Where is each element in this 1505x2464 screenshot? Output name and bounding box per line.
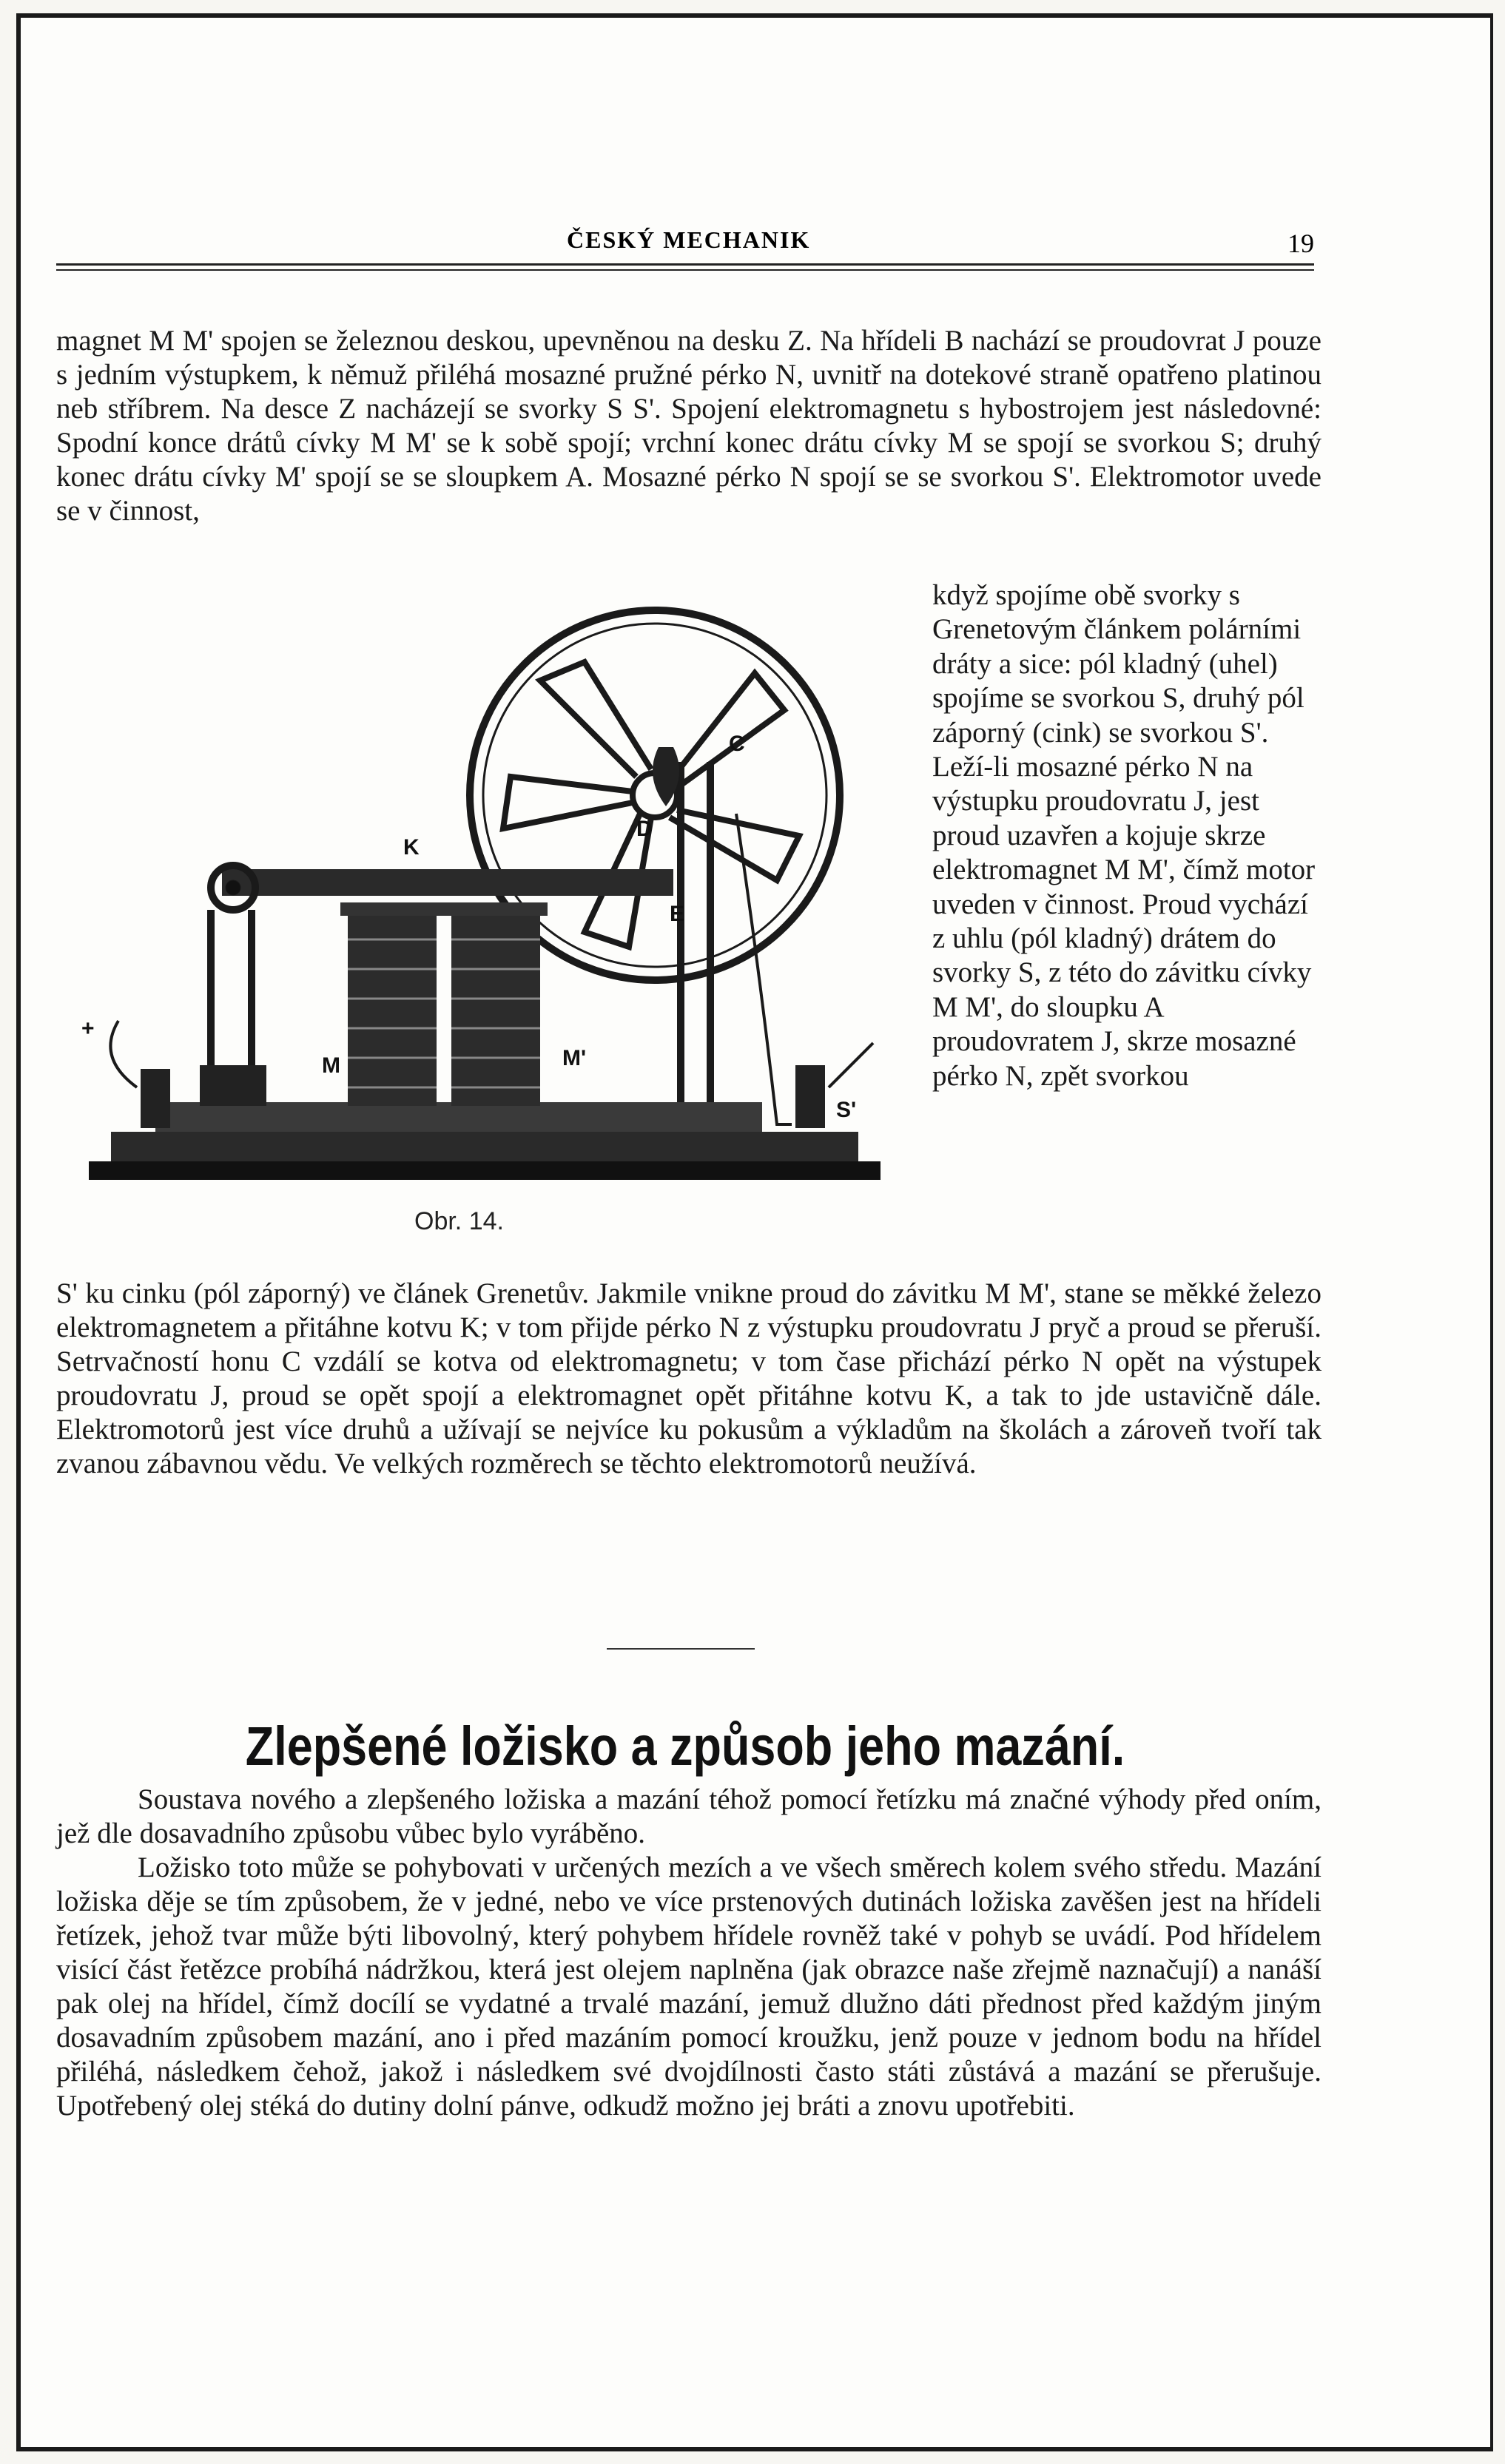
coil-m-prime (451, 914, 540, 1106)
label-plus: + (81, 1016, 95, 1041)
header-rule (56, 269, 1314, 271)
label-m-prime: M' (562, 1046, 587, 1070)
article1-paragraph-3: S' ku cinku (pól záporný) ve článek Grenetův. Jakmile vnikne proud do závitku M M', stane se měkké železo elektromagnetem a přitáhne kotvu K; v tom přijde pérko N z výstupku proudovratu J pryč a proud se přeruší. Setrvačností honu C vzdálí se kotva od elektromagnetu; v tom čase přichází pérko N opět na výstupek proudovratu J, proud se opět spojí a elektromagnet opět přitáhne kotvu K, a tak to jde ustavičně dále. Elektromotorů jest více druhů a užívají se nejvíce ku pokusům a výkladům na školách a zároveň tvoří tak zvanou zábavnou vědu. Ve velkých rozměrech se těchto elektromotorů neužívá. (56, 1277, 1321, 1479)
page-header (56, 226, 1314, 271)
article-title: Zlepšené ložisko a způsob jeho mazání. (245, 1715, 1125, 1777)
header-rule (56, 263, 1314, 266)
electromotor-illustration (67, 592, 888, 1228)
article1-paragraph-2: když spojíme obě svorky s Grenetovým článkem polárními dráty a sice: pól kladný (uhel) spojíme se svorkou S, druhý pól záporný (cink) se svorkou S'. Leží-li mosazné pérko N na výstupku proudovratu J, jest proud uzavřen a kojuje skrze elektromagnet M M', čímž motor uveden v činnost. Proud vychází z uhlu (pól kladný) drátem do svorky S, z této do závitku cívky M M', do sloupku A proudovratem J, skrze mosazné pérko N, zpět svorkou (932, 579, 1316, 1092)
label-k: K (403, 835, 420, 860)
article2-paragraph-2: Ložisko toto může se pohybovati v určených mezích a ve všech směrech kolem svého středu. Mazání ložiska děje se tím způsobem, že v jedné, nebo ve více prstenových dutinách ložiska zavěšen jest na hřídeli řetízek, jehož tvar může býti libovolný, který pohybem hřídele rovněž také v pohyb se uvádí. Pod hřídelem visící část řetězce probíhá nádržkou, která jest olejem naplněna (jak obrazce naše zřejmě naznačují) a nanáší pak olej na hřídel, čímž docílí se vydatné a trvalé mazání, jemuž dlužno dáti přednost před každým jiným dosavadním způsobem mazání, ano i před mazáním pomocí kroužku, jenž pouze v jednom bodu na hřídel přiléhá, následkem čehož, jakož i následkem své dvojdílnosti často státi zůstává a mazání se přerušuje. Upotřebený olej stéká do dutiny dolní pánve, odkudž možno jej bráti a znovu upotřebiti. (56, 1852, 1321, 2122)
terminal-s-prime (795, 1065, 825, 1128)
armature-k (222, 869, 673, 896)
page-number: 19 (1287, 229, 1314, 258)
article2-paragraph-1: Soustava nového a zlepšeného ložiska a mazání téhož pomocí řetízku má značné výhody před oním, jež dle dosavadního způsobu vůbec bylo vyráběno. (56, 1783, 1321, 1849)
figure-electromotor (67, 592, 888, 1228)
label-d: D (636, 817, 653, 841)
figure-caption: Obr. 14. (414, 1207, 504, 1235)
article1-paragraph-1: magnet M M' spojen se železnou deskou, upevněnou na desku Z. Na hřídeli B nachází se proudovrat J pouze s jedním výstupkem, k němuž přiléhá mosazné pružné pérko N, uvnitř na dotekové straně opatřeno platinou neb stříbrem. Na desce Z nacházejí se svorky S S'. Spojení elektromagnetu s hybostrojem jest následovné: Spodní konce drátů cívky M M' se k sobě spojí; vrchní konec drátu cívky M se spojí se svorkou S; druhý konec drátu cívky M' spojí se se sloupkem A. Mosazné pérko N spojí se se svorkou S'. Elektromotor uvede se v činnost, (56, 325, 1321, 527)
base-board (111, 1132, 858, 1161)
label-e: E (670, 902, 685, 926)
terminal-s (141, 1069, 170, 1128)
iron-plate (155, 1102, 762, 1132)
running-title: ČESKÝ MECHANIK (567, 226, 811, 253)
coil-m (348, 914, 437, 1106)
label-m: M (322, 1053, 340, 1078)
section-separator (607, 1648, 755, 1650)
label-c: C (729, 732, 745, 756)
label-s-prime: S' (836, 1098, 857, 1122)
